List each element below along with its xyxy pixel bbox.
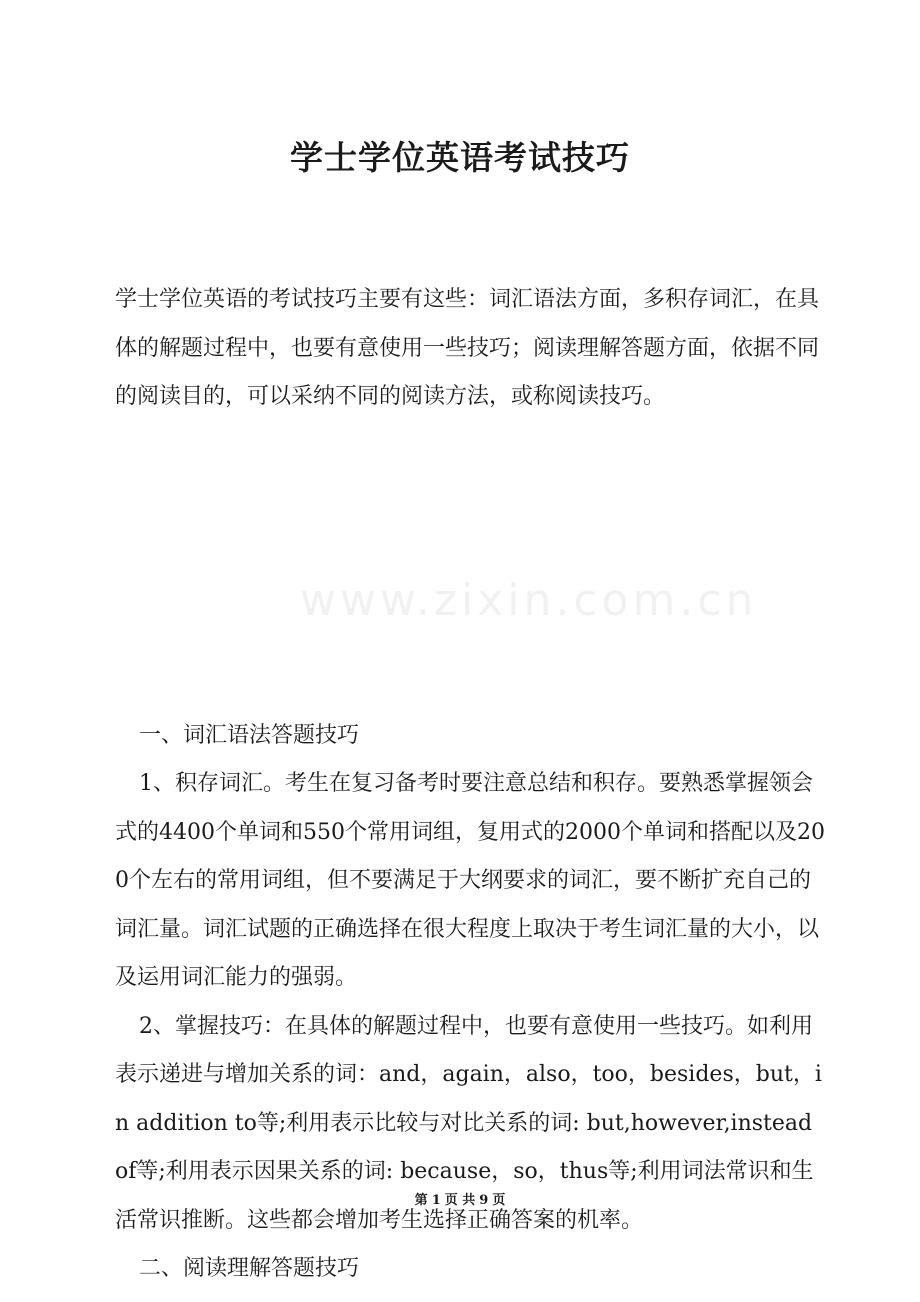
footer-total-pages: 9	[479, 1193, 489, 1208]
section1-paragraph-2: 2、掌握技巧：在具体的解题过程中，也要有意使用一些技巧。如利用表示递进与增加关系的词：and，again，also，too，besides，but，in addition to等;利用表示比较与对比关系的词: but,however,instead of等;利用表示因果关系的词: because，so，thus等;利用词法常识和生活常识推断。这些都会增加考生选择正确答案的机率。	[115, 1013, 822, 1233]
intro-text: 学士学位英语的考试技巧主要有这些：词汇语法方面，多积存词汇，在具体的解题过程中，也要有意使用一些技巧；阅读理解答题方面，依据不同的阅读目的，可以采纳不同的阅读方法，或称阅读技巧。	[115, 287, 820, 409]
intro-paragraph	[115, 276, 827, 422]
footer-middle: 页 共	[444, 1193, 476, 1208]
section2-heading: 二、阅读理解答题技巧	[139, 1256, 360, 1281]
page-title: 学士学位英语考试技巧	[290, 138, 630, 177]
footer-suffix: 页	[492, 1193, 506, 1208]
watermark: www.zixin.com.cn	[300, 575, 758, 626]
footer-prefix: 第	[414, 1193, 428, 1208]
section-vocabulary	[115, 712, 827, 1294]
section1-heading: 一、词汇语法答题技巧	[139, 722, 360, 748]
footer-page-number: 1	[431, 1193, 441, 1208]
section1-paragraph-1: 1、积存词汇。考生在复习备考时要注意总结和积存。要熟悉掌握领会式的4400个单词和550个常用词组，复用式的2000个单词和搭配以及200个左右的常用词组，但不要满足于大纲要求的词汇，要不断扩充自己的词汇量。词汇试题的正确选择在很大程度上取决于考生词汇量的大小，以及运用词汇能力的强弱。	[115, 771, 825, 990]
